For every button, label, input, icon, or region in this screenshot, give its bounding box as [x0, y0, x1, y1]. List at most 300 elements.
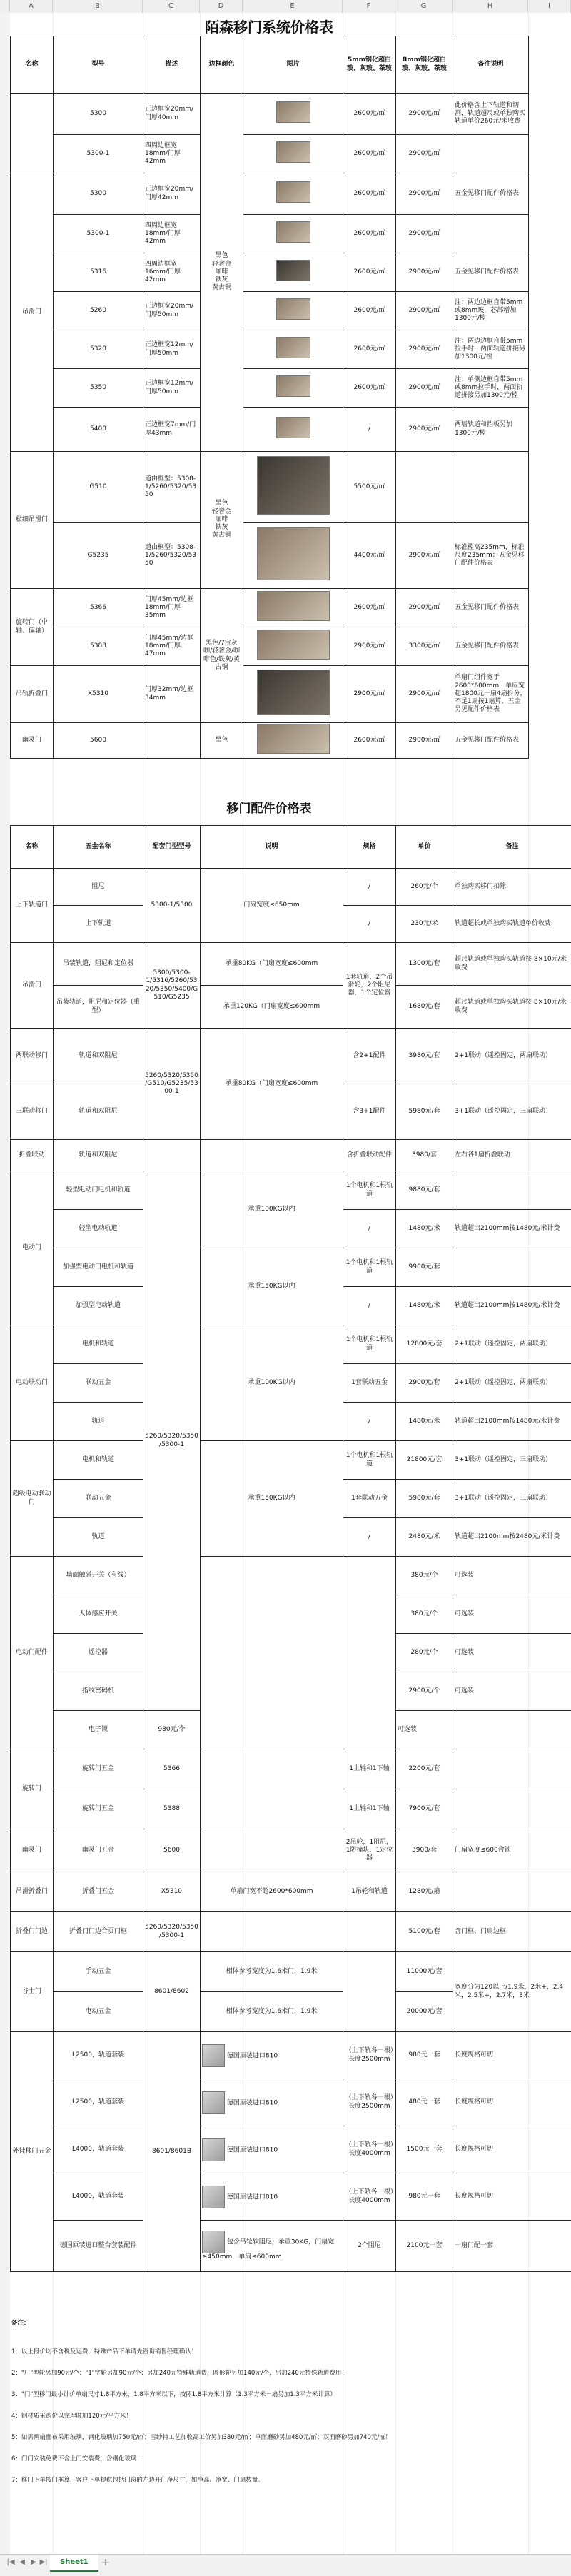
cell-price-5mm[interactable]: 2600元/㎡ [343, 94, 396, 135]
cell-door-model[interactable]: 5388 [143, 1789, 201, 1829]
cell-price[interactable]: 1480元/米 [396, 1403, 453, 1441]
cell-part[interactable]: 上下轨道 [54, 906, 143, 943]
cell-price[interactable]: 1480元/米 [396, 1210, 453, 1248]
first-sheet-icon[interactable]: |◀ [6, 2557, 16, 2567]
cell-part[interactable]: 旋转门五金 [54, 1749, 143, 1789]
cell-remark[interactable]: 一扇门配一套 [453, 2221, 571, 2272]
select-all-corner[interactable] [0, 0, 10, 13]
cell-part[interactable]: 折叠门门边合页门框 [54, 1912, 143, 1952]
cell-door-model[interactable]: 5260/5320/5350/G510/G5235/5300-1 [143, 1029, 201, 1140]
cell-group-fold[interactable]: 吊轨折叠门 [11, 666, 54, 723]
cell-desc[interactable]: 正边框宽20mm/门厚50mm [143, 292, 201, 330]
column-header-b[interactable]: B [53, 0, 143, 13]
cell-price-8mm[interactable]: 2900元/㎡ [396, 523, 453, 589]
cell-desc[interactable]: 承重100KG以内 [201, 1171, 343, 1248]
cell-part[interactable]: 电机和轨道 [54, 1441, 143, 1480]
cell-spec[interactable]: 1个电机和1根轨道 [343, 1248, 396, 1287]
cell-remark[interactable] [453, 452, 529, 523]
cell-price-8mm[interactable]: 2900元/㎡ [396, 94, 453, 135]
cell-remark[interactable]: 可选装 [453, 1557, 571, 1595]
header-unit-price: 单价 [396, 826, 453, 869]
cell-desc[interactable] [201, 1912, 343, 1952]
cell-part[interactable]: 轨道 [54, 1518, 143, 1557]
table-row [11, 723, 529, 759]
cell-door-model[interactable]: 5366 [143, 1749, 201, 1789]
cell-desc[interactable]: 承重80KG（门扇宽度≤600mm [201, 943, 343, 986]
cell-price-8mm[interactable]: 2900元/㎡ [396, 369, 453, 408]
cell-price-5mm[interactable]: 2600元/㎡ [343, 723, 396, 759]
cell-part[interactable]: 轻型电动门电机和轨道 [54, 1171, 143, 1210]
cell-part[interactable]: 电动五金 [54, 1992, 143, 2032]
cell-part[interactable]: 轨道和双阻尼 [54, 1029, 143, 1084]
cell-price[interactable]: 2100元一套 [396, 2221, 453, 2272]
column-header-bar [0, 0, 571, 14]
cell-desc[interactable]: 门厚45mm/边框18mm/门厚47mm [143, 627, 201, 666]
cell-name[interactable]: 两联动移门 [11, 1029, 54, 1084]
cell-spec[interactable]: / [343, 1210, 396, 1248]
cell-model[interactable]: 5400 [54, 408, 143, 452]
cell-part[interactable]: 轨道和双阻尼 [54, 1140, 143, 1171]
cell-price[interactable]: 2900元/个 [396, 1672, 453, 1711]
cell-spec[interactable]: / [343, 1403, 396, 1441]
cell-model[interactable]: 5350 [54, 369, 143, 408]
cell-spec[interactable]: 1套联动五金 [343, 1364, 396, 1403]
cell-name[interactable]: 超级电动联动门 [11, 1441, 54, 1557]
cell-price-8mm[interactable]: 2900元/㎡ [396, 723, 453, 759]
cell-desc[interactable]: 门扇宽度≤650mm [201, 869, 343, 943]
cell-name[interactable]: 外挂移门五金 [11, 2032, 54, 2272]
cell-model[interactable]: 5366 [54, 589, 143, 627]
cell-remark[interactable]: 长度规格可切 [453, 2126, 571, 2173]
cell-part[interactable]: 德国原装进口整台套装配件 [54, 2221, 143, 2272]
cell-name[interactable]: 电动联动门 [11, 1325, 54, 1441]
cell-frame-color[interactable]: 黑色 [201, 723, 243, 759]
cell-desc[interactable]: 包含吊轮软阻尼，承重30KG，门扇宽≥450mm，单扇≤600mm [201, 2221, 343, 2272]
cell-price-8mm[interactable]: 2900元/㎡ [396, 292, 453, 330]
cell-remark[interactable]: 长度规格可切 [453, 2032, 571, 2079]
cell-price-8mm[interactable]: 2900元/㎡ [396, 215, 453, 253]
cell-desc[interactable]: 承重120KG（门扇宽度≤600mm [201, 986, 343, 1029]
table-row [11, 666, 529, 723]
cell-price[interactable]: 2200元/套 [396, 1749, 453, 1789]
cell-name[interactable]: 谷士门 [11, 1952, 54, 2032]
cell-remark[interactable] [453, 1171, 571, 1210]
cell-door-model[interactable]: 5300/5300-1/5316/5260/5320/5350/5400/G510/G5235 [143, 943, 201, 1029]
cell-part[interactable]: 手动五金 [54, 1952, 143, 1992]
column-header-f[interactable]: F [343, 0, 395, 13]
cell-desc[interactable] [201, 1140, 343, 1171]
worksheet[interactable] [10, 13, 571, 2554]
cell-name[interactable]: 上下轨道门 [11, 869, 54, 943]
column-header-a[interactable]: A [10, 0, 53, 13]
cell-remark[interactable] [453, 1749, 571, 1789]
cell-price-5mm[interactable]: 2900元/㎡ [343, 666, 396, 723]
cell-price-5mm[interactable]: 2600元/㎡ [343, 292, 396, 330]
cell-name[interactable]: 三联动移门 [11, 1084, 54, 1140]
cell-frame-color[interactable]: 黑色 轻奢金 咖啡 铁灰 黄古铜 [201, 452, 243, 589]
cell-remark[interactable]: 可选装 [396, 1711, 453, 1749]
table-row [11, 1829, 571, 1872]
cell-remark[interactable]: 标准樘高235mm，标准尺度235mm；五金见移门配件价格表 [453, 523, 529, 589]
cell-model[interactable]: X5310 [54, 666, 143, 723]
cell-price[interactable]: 11000元/套 [396, 1952, 453, 1992]
cell-desc[interactable]: 单扇门宽不超2600*600mm [201, 1872, 343, 1912]
cell-name[interactable]: 折叠门门边 [11, 1912, 54, 1952]
cell-part[interactable]: 吊装轨道，阻尼和定位器 [54, 943, 143, 986]
cell-remark[interactable]: 可选装 [453, 1634, 571, 1672]
cell-part[interactable]: 轨道和双阻尼 [54, 1084, 143, 1140]
cell-remark[interactable]: 五金见移门配件价格表 [453, 627, 529, 666]
cell-door-model[interactable]: 5260/5320/5350/5300-1 [143, 1912, 201, 1952]
cell-part[interactable]: 联动五金 [54, 1480, 143, 1518]
cell-part[interactable]: 加强型电动门电机和轨道 [54, 1248, 143, 1287]
cell-model[interactable]: 5600 [54, 723, 143, 759]
cell-model[interactable]: 5316 [54, 253, 143, 292]
sheet-tab-sheet1[interactable]: Sheet1 [50, 2555, 98, 2572]
cell-model[interactable]: 5300 [54, 94, 143, 135]
cell-group-ceiling[interactable]: 极细吊滑门 [11, 452, 54, 589]
cell-desc[interactable]: 道由框型：5308-1/5260/5320/5350 [143, 523, 201, 589]
cell-spec[interactable]: 2吊轮，1阻尼，1防撞块，1定位器 [343, 1829, 396, 1872]
cell-price[interactable]: 1300元/套 [396, 943, 453, 986]
cell-door-model[interactable] [143, 1140, 201, 1171]
cell-spec[interactable]: （上下轨各一根）长度4000mm [343, 2173, 396, 2221]
cell-model[interactable]: G510 [54, 452, 143, 523]
cell-desc[interactable]: 相体参考宽度为1.6米门，1.9米 [201, 1952, 343, 1992]
note-line[interactable]: 5：如需两扇面布采用玻璃，钢化玻璃加750元/㎡；雪纱特工艺加收高工价另加380元/㎡；单面磨砂另加480元/㎡；双面磨砂另加740元/㎡！ [11, 2433, 391, 2441]
cell-desc[interactable]: 正边框宽12mm/门厚50mm [143, 369, 201, 408]
cell-desc[interactable]: 正边框宽7mm/门厚43mm [143, 408, 201, 452]
door-photo [257, 456, 330, 515]
cell-part[interactable]: L4000，轨道套装 [54, 2126, 143, 2173]
cell-spec[interactable]: 含2+1配件 [343, 1029, 396, 1084]
cell-desc[interactable]: 承重150KG以内 [201, 1248, 343, 1325]
cell-remark[interactable] [453, 1872, 571, 1912]
cell-desc[interactable]: 四周边框宽18mm/门厚42mm [143, 215, 201, 253]
cell-price[interactable]: 980元一套 [396, 2173, 453, 2221]
cell-price[interactable]: 280元/个 [396, 1634, 453, 1672]
cell-desc[interactable]: 门厚45mm/边框18mm/门厚35mm [143, 589, 201, 627]
note-line[interactable]: 1：以上报价均不含税及运费，特殊产品下单请先咨询销售经理确认！ [11, 2347, 197, 2355]
cell-price[interactable]: 3980元/套 [396, 1029, 453, 1084]
cell-part[interactable]: 轨道 [54, 1403, 143, 1441]
cell-spec[interactable]: （上下轨各一根）长度4000mm [343, 2126, 396, 2173]
cell-remark[interactable]: 轨道超出2100mm按1480元/米计费 [453, 1403, 571, 1441]
cell-model[interactable]: 5388 [54, 627, 143, 666]
cell-remark[interactable]: 注：两边边框自带5mm拉手时，两面轨道拼接另加1300元/樘 [453, 330, 529, 369]
cell-price[interactable]: 1500元一套 [396, 2126, 453, 2173]
cell-desc[interactable]: 承重150KG以内 [201, 1441, 343, 1557]
cell-remark[interactable] [453, 1248, 571, 1287]
cell-price-8mm[interactable]: 2900元/㎡ [396, 253, 453, 292]
cell-group-rotary[interactable]: 旋转门（中轴、偏轴） [11, 589, 54, 666]
cell-spec[interactable]: 1套轨道，2个吊滑轮，2个阻尼器，1个定位器 [343, 943, 396, 1029]
cell-door-model[interactable]: 5260/5320/5350/5300-1 [143, 1171, 201, 1711]
cell-price[interactable]: 2900元/套 [396, 1364, 453, 1403]
cell-desc[interactable]: 相体参考宽度为1.6米门，1.9米 [201, 1992, 343, 2032]
cell-desc[interactable]: 德国原装进口810 [201, 2032, 343, 2079]
cell-spec[interactable]: / [343, 1287, 396, 1325]
cell-remark[interactable]: 单扇门组件宽于2600*600mm，单扇宽超1800元一扇4扇拆分，不足1扇按1扇算，五金另见配件价格表 [453, 666, 529, 723]
cell-desc[interactable] [201, 1829, 343, 1872]
cell-spec[interactable]: （上下轨各一根）长度2500mm [343, 2079, 396, 2126]
column-header-g[interactable]: G [395, 0, 453, 13]
cell-door-model[interactable]: 8601/8601B [143, 2032, 201, 2272]
cell-spec[interactable]: 含3+1配件 [343, 1084, 396, 1140]
cell-price[interactable]: 9880元/套 [396, 1171, 453, 1210]
cell-price[interactable]: 5980元/套 [396, 1480, 453, 1518]
cell-part[interactable]: 阻尼 [54, 869, 143, 906]
cell-remark[interactable]: 3+1联动（遥控固定，三扇联动） [453, 1441, 571, 1480]
cell-part[interactable]: 折叠门五金 [54, 1872, 143, 1912]
cell-price[interactable]: 1480元/米 [396, 1287, 453, 1325]
cell-spec[interactable]: / [343, 869, 396, 906]
cell-part[interactable]: L4000，轨道套装 [54, 2173, 143, 2221]
cell-desc[interactable]: 正边框宽12mm/门厚50mm [143, 330, 201, 369]
cell-door-model[interactable]: X5310 [143, 1872, 201, 1912]
cell-price[interactable]: 380元/个 [396, 1595, 453, 1634]
cell-desc[interactable]: 正边框宽20mm/门厚40mm [143, 94, 201, 135]
cell-remark[interactable]: 可选装 [453, 1595, 571, 1634]
cell-model[interactable]: 5300-1 [54, 215, 143, 253]
cell-name[interactable]: 电动门配件 [11, 1557, 54, 1749]
cell-remark[interactable]: 超尺轨道或单独购买轨道按 8×10元/米收费 [453, 943, 571, 986]
cell-remark[interactable] [453, 215, 529, 253]
header-desc: 描述 [143, 36, 201, 94]
cell-remark[interactable]: 2+1联动（遥控固定，两扇联动） [453, 1325, 571, 1364]
cell-door-model[interactable]: 8601/8602 [143, 1952, 201, 2032]
cell-model[interactable]: 5300 [54, 173, 143, 215]
cell-remark[interactable]: 3+1联动（遥控固定，三扇联动） [453, 1084, 571, 1140]
last-sheet-icon[interactable]: ▶| [39, 2557, 49, 2567]
cell-name[interactable]: 幽灵门 [11, 1829, 54, 1872]
cell-part[interactable]: 加强型电动轨道 [54, 1287, 143, 1325]
cell-remark[interactable]: 宽度分为120以上/1.9米，2米+，2.4米，2.5米+，2.7米，3米 [453, 1952, 571, 2032]
cell-price-5mm[interactable]: 2600元/㎡ [343, 173, 396, 215]
cell-part[interactable]: 电机和轨道 [54, 1325, 143, 1364]
cell-remark[interactable]: 2+1联动（遥控固定，两扇联动） [453, 1364, 571, 1403]
cell-price[interactable]: 20000元/套 [396, 1992, 453, 2032]
cell-remark[interactable]: 超尺轨道或单独购买轨道按 8×10元/米收费 [453, 986, 571, 1029]
column-header-i[interactable]: I [528, 0, 571, 13]
row-header-strip[interactable] [0, 13, 11, 2554]
cell-price-8mm[interactable]: 2900元/㎡ [396, 330, 453, 369]
cell-price[interactable]: 380元/个 [396, 1557, 453, 1595]
column-header-h[interactable]: H [453, 0, 528, 13]
cell-part[interactable]: 墙面触碰开关（有线） [54, 1557, 143, 1595]
cell-part[interactable]: 遥控器 [54, 1634, 143, 1672]
cell-price[interactable]: 7900元/套 [396, 1789, 453, 1829]
cell-desc[interactable]: 四周边框宽18mm/门厚42mm [143, 135, 201, 173]
cell-price-8mm[interactable]: 3300元/㎡ [396, 627, 453, 666]
cell-price[interactable]: 12800元/套 [396, 1325, 453, 1364]
cell-remark[interactable]: 轨道超出2100mm按2480元/米计费 [453, 1518, 571, 1557]
cell-price-5mm[interactable]: 2900元/㎡ [343, 627, 396, 666]
cell-model[interactable]: 5300-1 [54, 135, 143, 173]
cell-remark[interactable]: 注：两边边框自带5mm或8mm玻，芯部增加1300元/樘 [453, 292, 529, 330]
cell-desc[interactable]: 正边框宽20mm/门厚42mm [143, 173, 201, 215]
cell-price[interactable]: 1280元/扇 [396, 1872, 453, 1912]
cell-image [243, 666, 343, 723]
column-header-d[interactable]: D [200, 0, 243, 13]
cell-group-hanging[interactable]: 吊滑门 [11, 173, 54, 452]
cell-price-5mm[interactable]: 5500元/㎡ [343, 452, 396, 523]
cell-desc[interactable]: 四周边框宽16mm/门厚42mm [143, 253, 201, 292]
cell-price-5mm[interactable]: 2600元/㎡ [343, 215, 396, 253]
cell-name[interactable]: 旋转门 [11, 1749, 54, 1829]
table-row [11, 1140, 571, 1171]
cell-spec[interactable]: 2个阻尼 [343, 2221, 396, 2272]
cell-remark[interactable]: 五金见移门配件价格表 [453, 253, 529, 292]
cell-desc[interactable]: 德国原装进口810 [201, 2126, 343, 2173]
cell-spec[interactable]: 1吊轮和轨道 [343, 1872, 396, 1912]
cell-desc[interactable]: 承重80KG（门扇宽度≤600mm [201, 1029, 343, 1140]
cell-remark[interactable]: 3+1联动（遥控固定，三扇联动） [453, 1480, 571, 1518]
cell-part[interactable]: 吊装轨道，阻尼和定位器（重型） [54, 986, 143, 1029]
cell-spec[interactable]: / [343, 1518, 396, 1557]
cell-part[interactable]: 幽灵门五金 [54, 1829, 143, 1872]
cell-door-model[interactable]: 5600 [143, 1829, 201, 1872]
cell-desc[interactable] [201, 1557, 343, 1749]
cell-remark[interactable]: 此价格含上下轨道和切割，轨道超尺或单独购买轨道单价260元/米收费 [453, 94, 529, 135]
cell-name[interactable]: 吊滑折叠门 [11, 1872, 54, 1912]
cell-empty[interactable] [11, 94, 54, 173]
cell-remark[interactable]: 轨道超出2100mm按1480元/米计费 [453, 1287, 571, 1325]
cell-price[interactable]: 980元一套 [396, 2032, 453, 2079]
cell-frame-color[interactable]: 黑色/7宝灰咖/轻奢金/咖啡色/铁灰/黄古铜 [201, 589, 243, 723]
cell-remark[interactable]: 含门框、门扇边框 [453, 1912, 571, 1952]
cell-price-8mm[interactable] [396, 452, 453, 523]
cell-group-hidden[interactable]: 幽灵门 [11, 723, 54, 759]
cell-desc[interactable]: 承重100KG以内 [201, 1325, 343, 1441]
cell-remark[interactable] [453, 1789, 571, 1829]
cell-price[interactable]: 5100元/套 [396, 1912, 453, 1952]
cell-part[interactable]: 人体感应开关 [54, 1595, 143, 1634]
cell-door-model[interactable]: 5300-1/5300 [143, 869, 201, 943]
next-sheet-icon[interactable]: ▶ [29, 2557, 39, 2567]
cell-part[interactable]: L2500，轨道套装 [54, 2032, 143, 2079]
cell-price-5mm[interactable]: 4400元/㎡ [343, 523, 396, 589]
cell-part[interactable]: 电子锁 [54, 1711, 143, 1749]
cell-price[interactable]: 5980元/套 [396, 1084, 453, 1140]
table-row [11, 253, 529, 292]
cell-price-5mm[interactable]: 2600元/㎡ [343, 589, 396, 627]
cell-remark[interactable]: 单独购买移门扣除 [453, 869, 571, 906]
cell-remark[interactable]: 注：单侧边框自带5mm或8mm拉手时，两面轨道拼接另加1300元/樘 [453, 369, 529, 408]
cell-model[interactable]: 5320 [54, 330, 143, 369]
cell-name[interactable]: 电动门 [11, 1171, 54, 1325]
note-line[interactable]: 6：门门安装免费不含上门安装费，含钢化玻璃！ [11, 2454, 143, 2463]
prev-sheet-icon[interactable]: ◀ [17, 2557, 27, 2567]
cell-price[interactable]: 230元/米 [396, 906, 453, 943]
cell-part[interactable]: 联动五金 [54, 1364, 143, 1403]
note-line[interactable]: 7：移门下单按门框算，客户下单提供包括门窗的左边开门净尺寸，如净高、净宽、门扇数量。 [11, 2475, 264, 2484]
cell-price-8mm[interactable]: 2900元/㎡ [396, 135, 453, 173]
cell-price-8mm[interactable]: 2900元/㎡ [396, 408, 453, 452]
cell-price[interactable]: 3900/套 [396, 1829, 453, 1872]
cell-price-8mm[interactable]: 2900元/㎡ [396, 589, 453, 627]
cell-model[interactable]: 5260 [54, 292, 143, 330]
cell-price[interactable]: 260元/个 [396, 869, 453, 906]
cell-spec[interactable] [343, 1912, 396, 1952]
cell-part[interactable]: 旋转门五金 [54, 1789, 143, 1829]
cell-remark[interactable]: 2+1联动（遥控固定，两扇联动） [453, 1029, 571, 1084]
cell-spec[interactable]: 1个电机和1根轨道 [343, 1171, 396, 1210]
cell-remark[interactable]: 左右各1扇折叠联动 [453, 1140, 571, 1171]
cell-spec[interactable]: 1套联动五金 [343, 1480, 396, 1518]
cell-price[interactable]: 980元/个 [143, 1711, 201, 1749]
cell-desc[interactable] [201, 1749, 343, 1829]
cell-remark[interactable]: 长度规格可切 [453, 2173, 571, 2221]
cell-spec[interactable] [343, 1952, 396, 2032]
cell-price-5mm[interactable]: 2600元/㎡ [343, 253, 396, 292]
cell-remark[interactable]: 五金见移门配件价格表 [453, 589, 529, 627]
cell-price[interactable]: 3980/套 [396, 1140, 453, 1171]
cell-price[interactable]: 1680元/套 [396, 986, 453, 1029]
cell-desc[interactable] [143, 723, 201, 759]
add-sheet-icon[interactable]: + [100, 2557, 111, 2568]
table-row [11, 2173, 571, 2221]
cell-name[interactable]: 折叠联动 [11, 1140, 54, 1171]
column-header-c[interactable]: C [143, 0, 200, 13]
cell-price[interactable]: 480元一套 [396, 2079, 453, 2126]
cell-remark[interactable]: 两墙轨道和挡板另加1300元/樘 [453, 408, 529, 452]
cell-part[interactable]: L2500，轨道套装 [54, 2079, 143, 2126]
door-photo [276, 221, 310, 243]
cell-spec[interactable]: 1个电机和1根轨道 [343, 1441, 396, 1480]
cell-price-5mm[interactable]: / [343, 408, 396, 452]
cell-spec[interactable]: 含折叠联动配件 [343, 1140, 396, 1171]
cell-price[interactable]: 21800元/套 [396, 1441, 453, 1480]
cell-desc[interactable]: 德国原装进口810 [201, 2173, 343, 2221]
cell-model[interactable]: G5235 [54, 523, 143, 589]
cell-remark[interactable]: 五金见移门配件价格表 [453, 173, 529, 215]
cell-frame-color[interactable]: 黑色 轻奢金 咖啡 铁灰 黄古铜 [201, 94, 243, 452]
cell-spec[interactable]: 1上轴和1下轴 [343, 1749, 396, 1789]
note-line[interactable]: 2："厂"型轮另加90元/个；"1"字轮另加90元/个；另加240元特殊轨道费，圆形轮另加140元/个，另加240元特殊轨道费用！ [11, 2368, 348, 2377]
cell-remark[interactable]: 轨道超长或单独购买轨道单价收费 [453, 906, 571, 943]
cell-remark[interactable]: 长度规格可切 [453, 2079, 571, 2126]
cell-remark[interactable] [453, 135, 529, 173]
cell-spec[interactable]: 1上轴和1下轴 [343, 1789, 396, 1829]
cell-spec[interactable]: 1个电机和1根轨道 [343, 1325, 396, 1364]
cell-desc[interactable]: 门厚32mm/边框34mm [143, 666, 201, 723]
cell-price-5mm[interactable]: 2600元/㎡ [343, 330, 396, 369]
cell-spec[interactable]: （上下轨各一根）长度2500mm [343, 2032, 396, 2079]
cell-desc[interactable]: 道由框型：5308-1/5260/5320/5350 [143, 452, 201, 523]
cell-price-8mm[interactable]: 2900元/㎡ [396, 173, 453, 215]
cell-part[interactable]: 指纹密码机 [54, 1672, 143, 1711]
cell-part[interactable]: 轻型电动轨道 [54, 1210, 143, 1248]
column-header-e[interactable]: E [243, 0, 343, 13]
cell-price-5mm[interactable]: 2600元/㎡ [343, 135, 396, 173]
cell-remark[interactable]: 门扇宽度≤600含锁 [453, 1829, 571, 1872]
cell-name[interactable]: 吊滑门 [11, 943, 54, 1029]
note-line[interactable]: 4：钢材质采购价以完理时加120元/平方米！ [11, 2411, 132, 2420]
cell-spec[interactable]: / [343, 906, 396, 943]
cell-remark[interactable]: 五金见移门配件价格表 [453, 723, 529, 759]
cell-spec[interactable] [343, 1557, 396, 1749]
cell-remark[interactable]: 可选装 [453, 1672, 571, 1711]
table-row [11, 943, 571, 986]
cell-price-5mm[interactable]: 2600元/㎡ [343, 369, 396, 408]
cell-remark[interactable]: 轨道超出2100mm按1480元/米计费 [453, 1210, 571, 1248]
note-line[interactable]: 3："门"型移门最小计价单扇尺寸1.8平方米，1.8平方米以下，按照1.8平方米计算（1.3平方米一扇另加1.3平方米计算） [11, 2390, 336, 2398]
cell-price[interactable]: 2480元/米 [396, 1518, 453, 1557]
cell-price-8mm[interactable]: 2900元/㎡ [396, 666, 453, 723]
cell-price[interactable]: 9900元/套 [396, 1248, 453, 1287]
cell-desc[interactable]: 德国原装进口810 [201, 2079, 343, 2126]
